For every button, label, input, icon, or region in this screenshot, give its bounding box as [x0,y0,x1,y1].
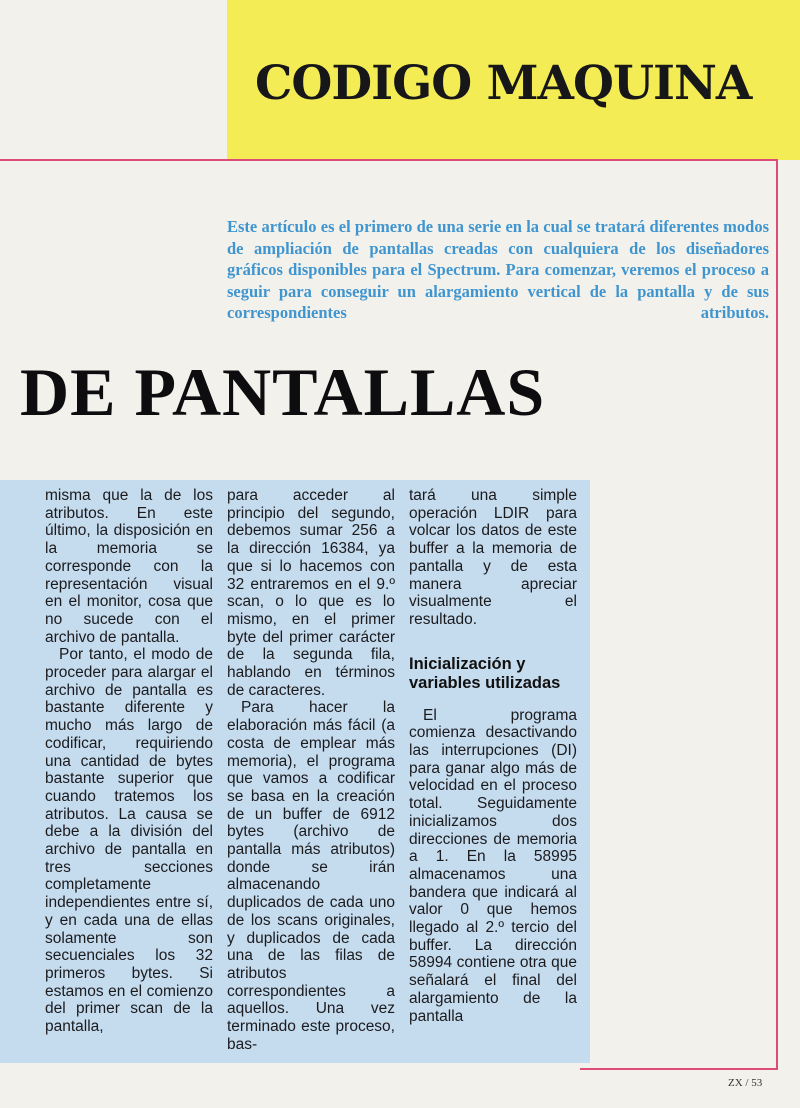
pink-rule-bottom [580,1068,778,1070]
paragraph: misma que la de los atributos. En este último, la disposición en la memoria se corresponde con la representación visual en el monitor, cosa que no sucede con el archivo de pantalla. [45,487,213,646]
paragraph: para acceder al principio del segundo, debemos sumar 256 a la dirección 16384, ya que si lo hacemos con 32 entraremos en el 9.º scan, o lo que es lo mismo, en el primer byte del primer carácter de la segunda fila, hablando en términos de caracteres. [227,487,395,699]
article-title: DE PANTALLAS [20,354,546,430]
column-2 [227,487,395,1054]
page-folio: ZX / 53 [728,1077,763,1089]
column-1 [45,487,213,1036]
column-3 [409,487,577,1025]
intro-paragraph: Este artículo es el primero de una serie en la cual se tratará diferentes modos de ampliación de pantallas creadas con cualquiera de los diseñadores gráficos disponibles para el Spectrum. Para comenzar, veremos el proceso a seguir para conseguir un alargamiento vertical de la pantalla y de sus correspondientes atributos. [227,217,769,322]
paragraph: Por tanto, el modo de proceder para alargar el archivo de pantalla es bastante diferente y mucho más largo de codificar, requiriendo una cantidad de bytes bastante superior que cuando tratemos los atributos. La causa se debe a la división del archivo de pantalla en tres secciones completamente independientes entre sí, y en cada una de ellas solamente son secuenciales los 32 primeros bytes. Si estamos en el comienzo del primer scan de la pantalla, [45,646,213,1036]
paragraph: El programa comienza desactivando las interrupciones (DI) para ganar algo más de velocidad en el proceso total. Seguidamente inicializamos dos direcciones de memoria a 1. En la 58995 almacenamos una bandera que indicará al valor 0 que hemos llegado al 2.º tercio del buffer. La dirección 58994 contiene otra que señalará el final del alargamiento de la pantalla [409,706,577,1025]
subheading: Inicialización y variables utilizadas [409,654,561,692]
paragraph: Para hacer la elaboración más fácil (a costa de emplear más memoria), el programa que vamos a codificar se basa en la creación de un buffer de 6912 bytes (archivo de pantalla más atributos) donde se irán almacenando duplicados de cada uno de los scans originales, y duplicados de cada una de las filas de atributos correspondientes a aquellos. Una vez terminado este proceso, bas- [227,699,395,1053]
section-title: CODIGO MAQUINA [255,56,752,111]
pink-rule-right [776,159,778,1070]
pink-rule-top [0,159,777,161]
paragraph: tará una simple operación LDIR para volcar los datos de este buffer a la memoria de pantalla y de esta manera apreciar visualmente el resultado. [409,487,577,628]
